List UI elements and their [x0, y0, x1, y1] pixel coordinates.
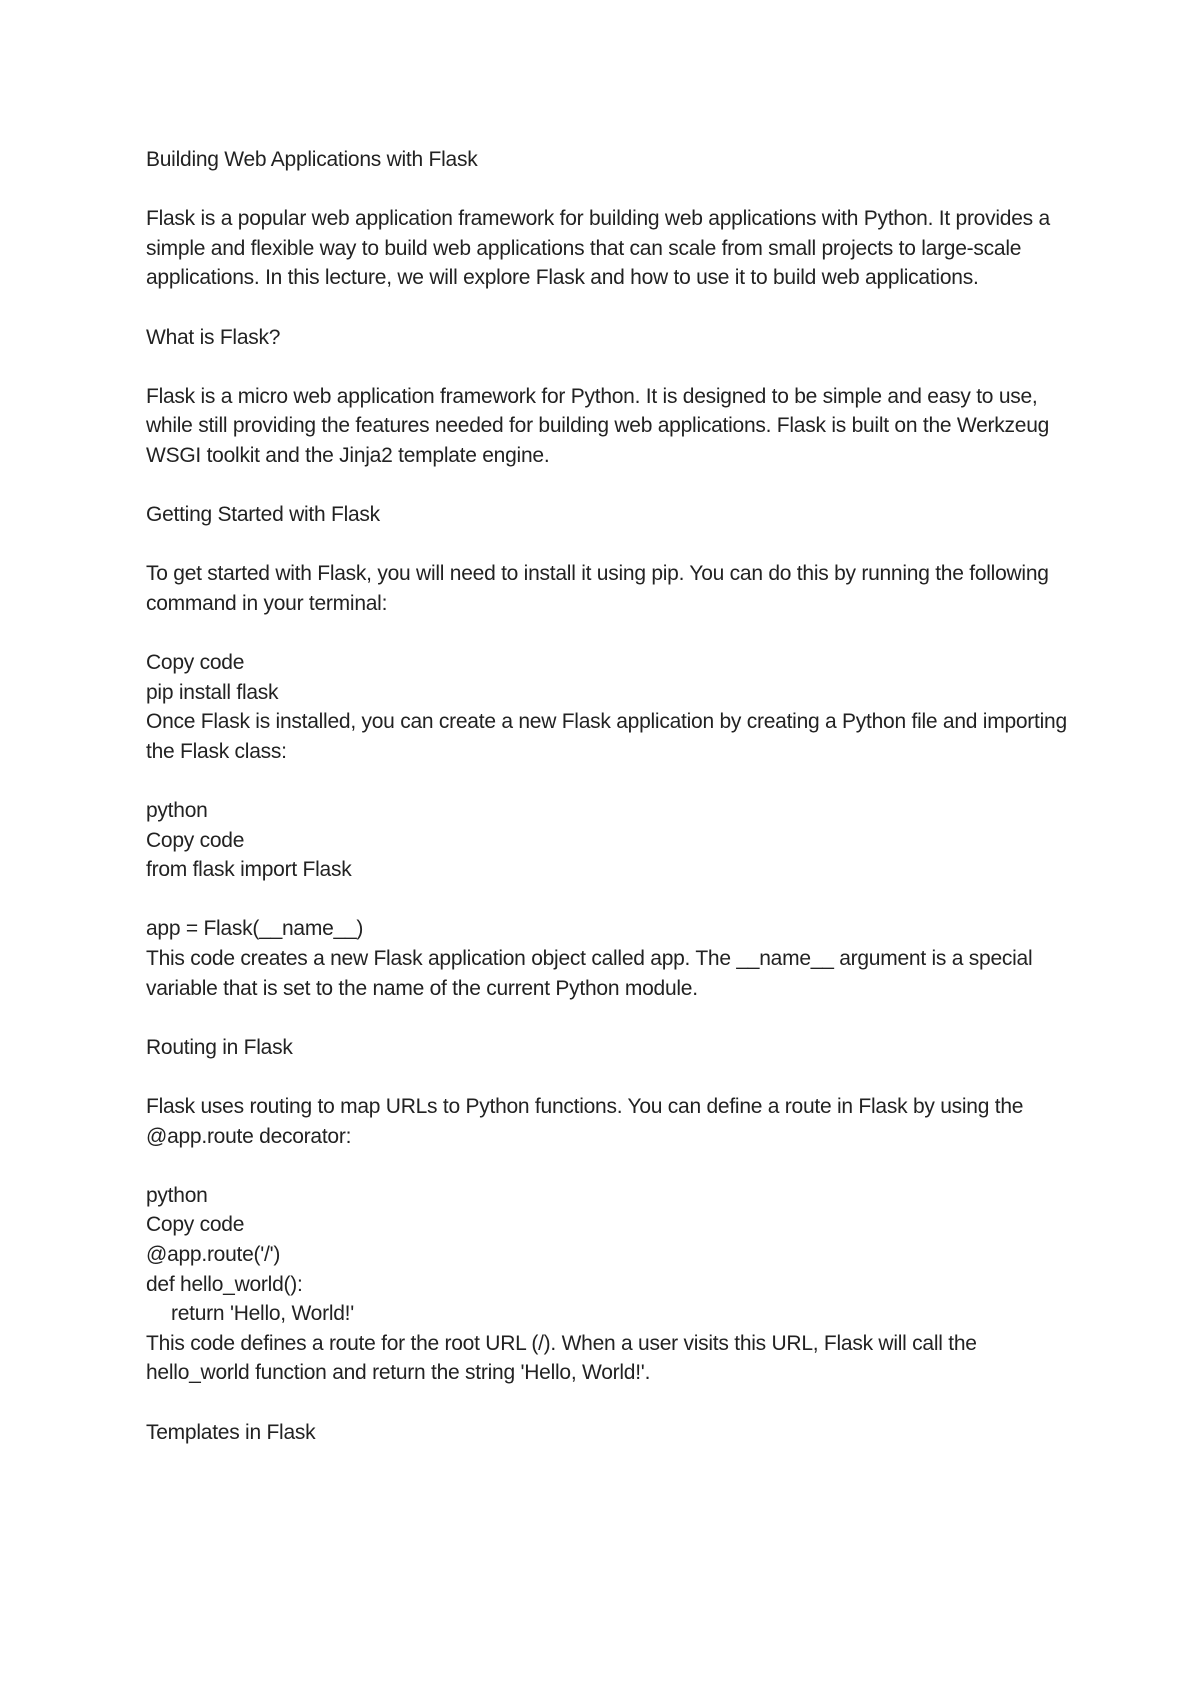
- app-explanation-paragraph: This code creates a new Flask application object called app. The __name__ argument is a special variable that is set to the name of the current Python module.: [146, 947, 1038, 1000]
- spacer: [146, 1388, 1076, 1418]
- section-heading-templates: Templates in Flask: [146, 1420, 316, 1444]
- code-line-import: from flask import Flask: [146, 858, 352, 882]
- copy-code-label: Copy code: [146, 828, 245, 852]
- code-line-app: app = Flask(__name__): [146, 917, 364, 941]
- code-language-label: python: [146, 799, 208, 823]
- spacer: [146, 1151, 1076, 1181]
- code-line-return: return 'Hello, World!': [171, 1302, 355, 1326]
- spacer: [146, 530, 1076, 560]
- code-language-label: python: [146, 1183, 208, 1207]
- spacer: [146, 766, 1076, 796]
- routing-paragraph: Flask uses routing to map URLs to Python functions. You can define a route in Flask by using the @app.route decorator:: [146, 1095, 1029, 1148]
- code-line-decorator: @app.route('/'): [146, 1242, 281, 1266]
- spacer: [146, 1062, 1076, 1092]
- section-heading-routing: Routing in Flask: [146, 1035, 293, 1059]
- routing-explanation-paragraph: This code defines a route for the root URL (/). When a user visits this URL, Flask will call the hello_world function and return the string 'Hello, World!'.: [146, 1331, 983, 1385]
- copy-code-label: Copy code: [146, 651, 245, 675]
- spacer: [146, 885, 1076, 915]
- intro-paragraph: Flask is a popular web application framework for building web applications with Python. It provides a simple and flexible way to build web applications that can scale from small projects to large-scale applications. In this lecture, we will explore Flask and how to use it to build web applications.: [146, 207, 1056, 290]
- spacer: [146, 619, 1076, 649]
- section-heading-what-is-flask: What is Flask?: [146, 325, 281, 349]
- document-title: Building Web Applications with Flask: [146, 148, 478, 171]
- after-install-paragraph: Once Flask is installed, you can create a new Flask application by creating a Python file and importing the Flask class:: [146, 710, 1073, 763]
- getting-started-paragraph: To get started with Flask, you will need to install it using pip. You can do this by running the following command in your terminal:: [146, 562, 1055, 615]
- spacer: [146, 1003, 1076, 1033]
- what-is-flask-paragraph: Flask is a micro web application framework for Python. It is designed to be simple and easy to use, while still providing the features needed for building web applications. Flask is built on the Werkzeug WSGI toolkit and the Jinja2 template engine.: [146, 384, 1055, 467]
- copy-code-label: Copy code: [146, 1213, 245, 1237]
- spacer: [146, 175, 1076, 205]
- spacer: [146, 352, 1076, 382]
- code-line-install: pip install flask: [146, 680, 279, 704]
- section-heading-getting-started: Getting Started with Flask: [146, 503, 380, 527]
- spacer: [146, 471, 1076, 501]
- spacer: [146, 293, 1076, 323]
- document-body: [146, 145, 1076, 1447]
- code-line-def: def hello_world():: [146, 1272, 303, 1296]
